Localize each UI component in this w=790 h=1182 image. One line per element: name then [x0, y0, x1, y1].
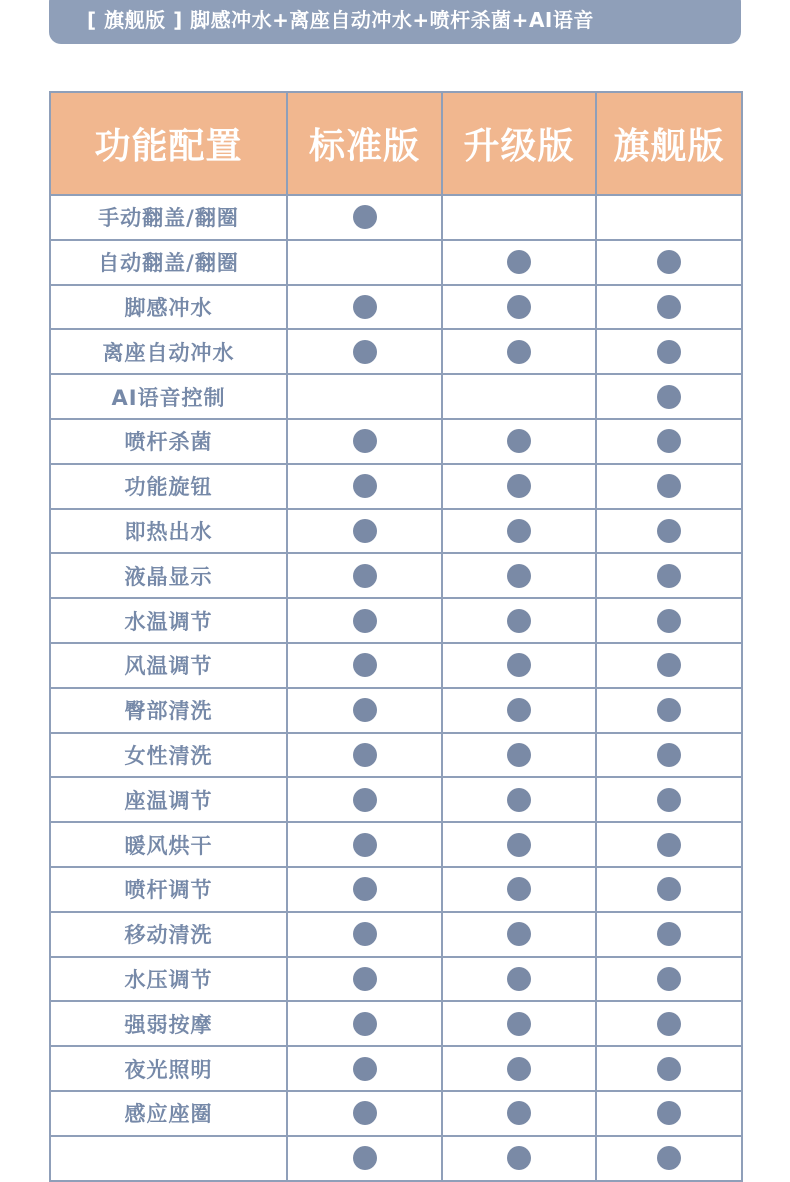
included-dot-icon [657, 653, 681, 677]
upgrade-cell [442, 598, 596, 643]
included-dot-icon [353, 474, 377, 498]
table-row [50, 553, 742, 598]
table-row [50, 598, 742, 643]
flagship-cell [596, 374, 742, 419]
upgrade-cell [442, 553, 596, 598]
flagship-cell [596, 733, 742, 778]
included-dot-icon [507, 1012, 531, 1036]
included-dot-icon [353, 967, 377, 991]
included-dot-icon [507, 250, 531, 274]
column-header-standard: 标准版 [287, 92, 442, 195]
included-dot-icon [353, 609, 377, 633]
flagship-cell [596, 867, 742, 912]
flagship-cell [596, 1046, 742, 1091]
included-dot-icon [507, 833, 531, 857]
standard-cell [287, 195, 442, 240]
flagship-cell [596, 419, 742, 464]
included-dot-icon [353, 833, 377, 857]
feature-name [50, 1136, 287, 1181]
table-body [50, 195, 742, 1181]
feature-name: 感应座圈 [50, 1091, 287, 1136]
table-row [50, 419, 742, 464]
included-dot-icon [507, 1101, 531, 1125]
included-dot-icon [657, 519, 681, 543]
included-dot-icon [353, 340, 377, 364]
table-row [50, 1091, 742, 1136]
feature-name: AI语音控制 [50, 374, 287, 419]
table-row [50, 285, 742, 330]
table-row [50, 867, 742, 912]
feature-name: 喷杆调节 [50, 867, 287, 912]
table-row [50, 329, 742, 374]
flagship-cell [596, 195, 742, 240]
upgrade-cell [442, 329, 596, 374]
standard-cell [287, 419, 442, 464]
included-dot-icon [353, 564, 377, 588]
standard-cell [287, 285, 442, 330]
flagship-cell [596, 777, 742, 822]
included-dot-icon [353, 205, 377, 229]
standard-cell [287, 374, 442, 419]
flagship-cell [596, 1136, 742, 1181]
table-row [50, 1136, 742, 1181]
included-dot-icon [657, 743, 681, 767]
included-dot-icon [657, 1057, 681, 1081]
upgrade-cell [442, 509, 596, 554]
included-dot-icon [353, 788, 377, 812]
included-dot-icon [657, 564, 681, 588]
included-dot-icon [507, 877, 531, 901]
flagship-cell [596, 643, 742, 688]
included-dot-icon [657, 877, 681, 901]
standard-cell [287, 643, 442, 688]
upgrade-cell [442, 777, 596, 822]
flagship-cell [596, 1001, 742, 1046]
flagship-cell [596, 957, 742, 1002]
included-dot-icon [353, 429, 377, 453]
included-dot-icon [507, 295, 531, 319]
feature-name: 功能旋钮 [50, 464, 287, 509]
standard-cell [287, 509, 442, 554]
included-dot-icon [507, 609, 531, 633]
flagship-cell [596, 822, 742, 867]
feature-name: 水温调节 [50, 598, 287, 643]
included-dot-icon [353, 1012, 377, 1036]
column-header-feature: 功能配置 [50, 92, 287, 195]
upgrade-cell [442, 1046, 596, 1091]
included-dot-icon [657, 609, 681, 633]
feature-comparison-table [49, 91, 743, 1182]
feature-name: 暖风烘干 [50, 822, 287, 867]
upgrade-cell [442, 1001, 596, 1046]
column-header-flagship: 旗舰版 [596, 92, 742, 195]
included-dot-icon [353, 1057, 377, 1081]
included-dot-icon [657, 922, 681, 946]
standard-cell [287, 240, 442, 285]
included-dot-icon [353, 698, 377, 722]
standard-cell [287, 777, 442, 822]
standard-cell [287, 688, 442, 733]
feature-name: 液晶显示 [50, 553, 287, 598]
feature-name: 水压调节 [50, 957, 287, 1002]
standard-cell [287, 1046, 442, 1091]
standard-cell [287, 912, 442, 957]
included-dot-icon [657, 429, 681, 453]
flagship-cell [596, 240, 742, 285]
upgrade-cell [442, 688, 596, 733]
table-row [50, 509, 742, 554]
flagship-cell [596, 553, 742, 598]
feature-name: 自动翻盖/翻圈 [50, 240, 287, 285]
table-row [50, 777, 742, 822]
included-dot-icon [507, 1057, 531, 1081]
upgrade-cell [442, 643, 596, 688]
included-dot-icon [353, 1101, 377, 1125]
feature-name: 即热出水 [50, 509, 287, 554]
upgrade-cell [442, 285, 596, 330]
table-row [50, 374, 742, 419]
feature-name: 风温调节 [50, 643, 287, 688]
feature-name: 强弱按摩 [50, 1001, 287, 1046]
feature-name: 脚感冲水 [50, 285, 287, 330]
included-dot-icon [657, 1012, 681, 1036]
included-dot-icon [657, 788, 681, 812]
feature-name: 座温调节 [50, 777, 287, 822]
flagship-cell [596, 329, 742, 374]
version-banner [49, 0, 741, 44]
table-header-row [50, 92, 742, 195]
upgrade-cell [442, 912, 596, 957]
standard-cell [287, 1091, 442, 1136]
included-dot-icon [507, 564, 531, 588]
included-dot-icon [353, 877, 377, 901]
included-dot-icon [507, 653, 531, 677]
standard-cell [287, 957, 442, 1002]
upgrade-cell [442, 195, 596, 240]
included-dot-icon [507, 788, 531, 812]
table-row [50, 822, 742, 867]
included-dot-icon [507, 967, 531, 991]
included-dot-icon [507, 519, 531, 543]
flagship-cell [596, 598, 742, 643]
flagship-cell [596, 1091, 742, 1136]
included-dot-icon [657, 385, 681, 409]
flagship-cell [596, 285, 742, 330]
upgrade-cell [442, 1136, 596, 1181]
included-dot-icon [353, 922, 377, 946]
feature-name: 喷杆杀菌 [50, 419, 287, 464]
included-dot-icon [507, 922, 531, 946]
upgrade-cell [442, 374, 596, 419]
included-dot-icon [507, 474, 531, 498]
upgrade-cell [442, 822, 596, 867]
flagship-cell [596, 464, 742, 509]
standard-cell [287, 867, 442, 912]
standard-cell [287, 733, 442, 778]
included-dot-icon [507, 698, 531, 722]
included-dot-icon [353, 743, 377, 767]
table-row [50, 464, 742, 509]
feature-name: 手动翻盖/翻圈 [50, 195, 287, 240]
table-row [50, 195, 742, 240]
upgrade-cell [442, 240, 596, 285]
table-row [50, 643, 742, 688]
feature-name: 女性清洗 [50, 733, 287, 778]
included-dot-icon [657, 474, 681, 498]
standard-cell [287, 553, 442, 598]
included-dot-icon [353, 653, 377, 677]
included-dot-icon [657, 340, 681, 364]
standard-cell [287, 598, 442, 643]
table-row [50, 1001, 742, 1046]
standard-cell [287, 1136, 442, 1181]
upgrade-cell [442, 1091, 596, 1136]
banner-text: [ 旗舰版 ] 脚感冲水+离座自动冲水+喷杆杀菌+AI语音 [87, 8, 594, 32]
flagship-cell [596, 509, 742, 554]
included-dot-icon [507, 743, 531, 767]
table-row [50, 688, 742, 733]
included-dot-icon [353, 519, 377, 543]
feature-name: 夜光照明 [50, 1046, 287, 1091]
included-dot-icon [657, 833, 681, 857]
standard-cell [287, 464, 442, 509]
included-dot-icon [507, 340, 531, 364]
upgrade-cell [442, 419, 596, 464]
standard-cell [287, 329, 442, 374]
flagship-cell [596, 912, 742, 957]
upgrade-cell [442, 957, 596, 1002]
table-row [50, 240, 742, 285]
column-header-upgrade: 升级版 [442, 92, 596, 195]
included-dot-icon [657, 1101, 681, 1125]
feature-name: 移动清洗 [50, 912, 287, 957]
table-row [50, 733, 742, 778]
table-row [50, 957, 742, 1002]
included-dot-icon [507, 429, 531, 453]
upgrade-cell [442, 867, 596, 912]
included-dot-icon [657, 250, 681, 274]
included-dot-icon [657, 698, 681, 722]
upgrade-cell [442, 733, 596, 778]
included-dot-icon [353, 295, 377, 319]
included-dot-icon [657, 967, 681, 991]
table-row [50, 912, 742, 957]
standard-cell [287, 822, 442, 867]
feature-name: 臀部清洗 [50, 688, 287, 733]
feature-name: 离座自动冲水 [50, 329, 287, 374]
included-dot-icon [657, 295, 681, 319]
table-row [50, 1046, 742, 1091]
flagship-cell [596, 688, 742, 733]
upgrade-cell [442, 464, 596, 509]
standard-cell [287, 1001, 442, 1046]
